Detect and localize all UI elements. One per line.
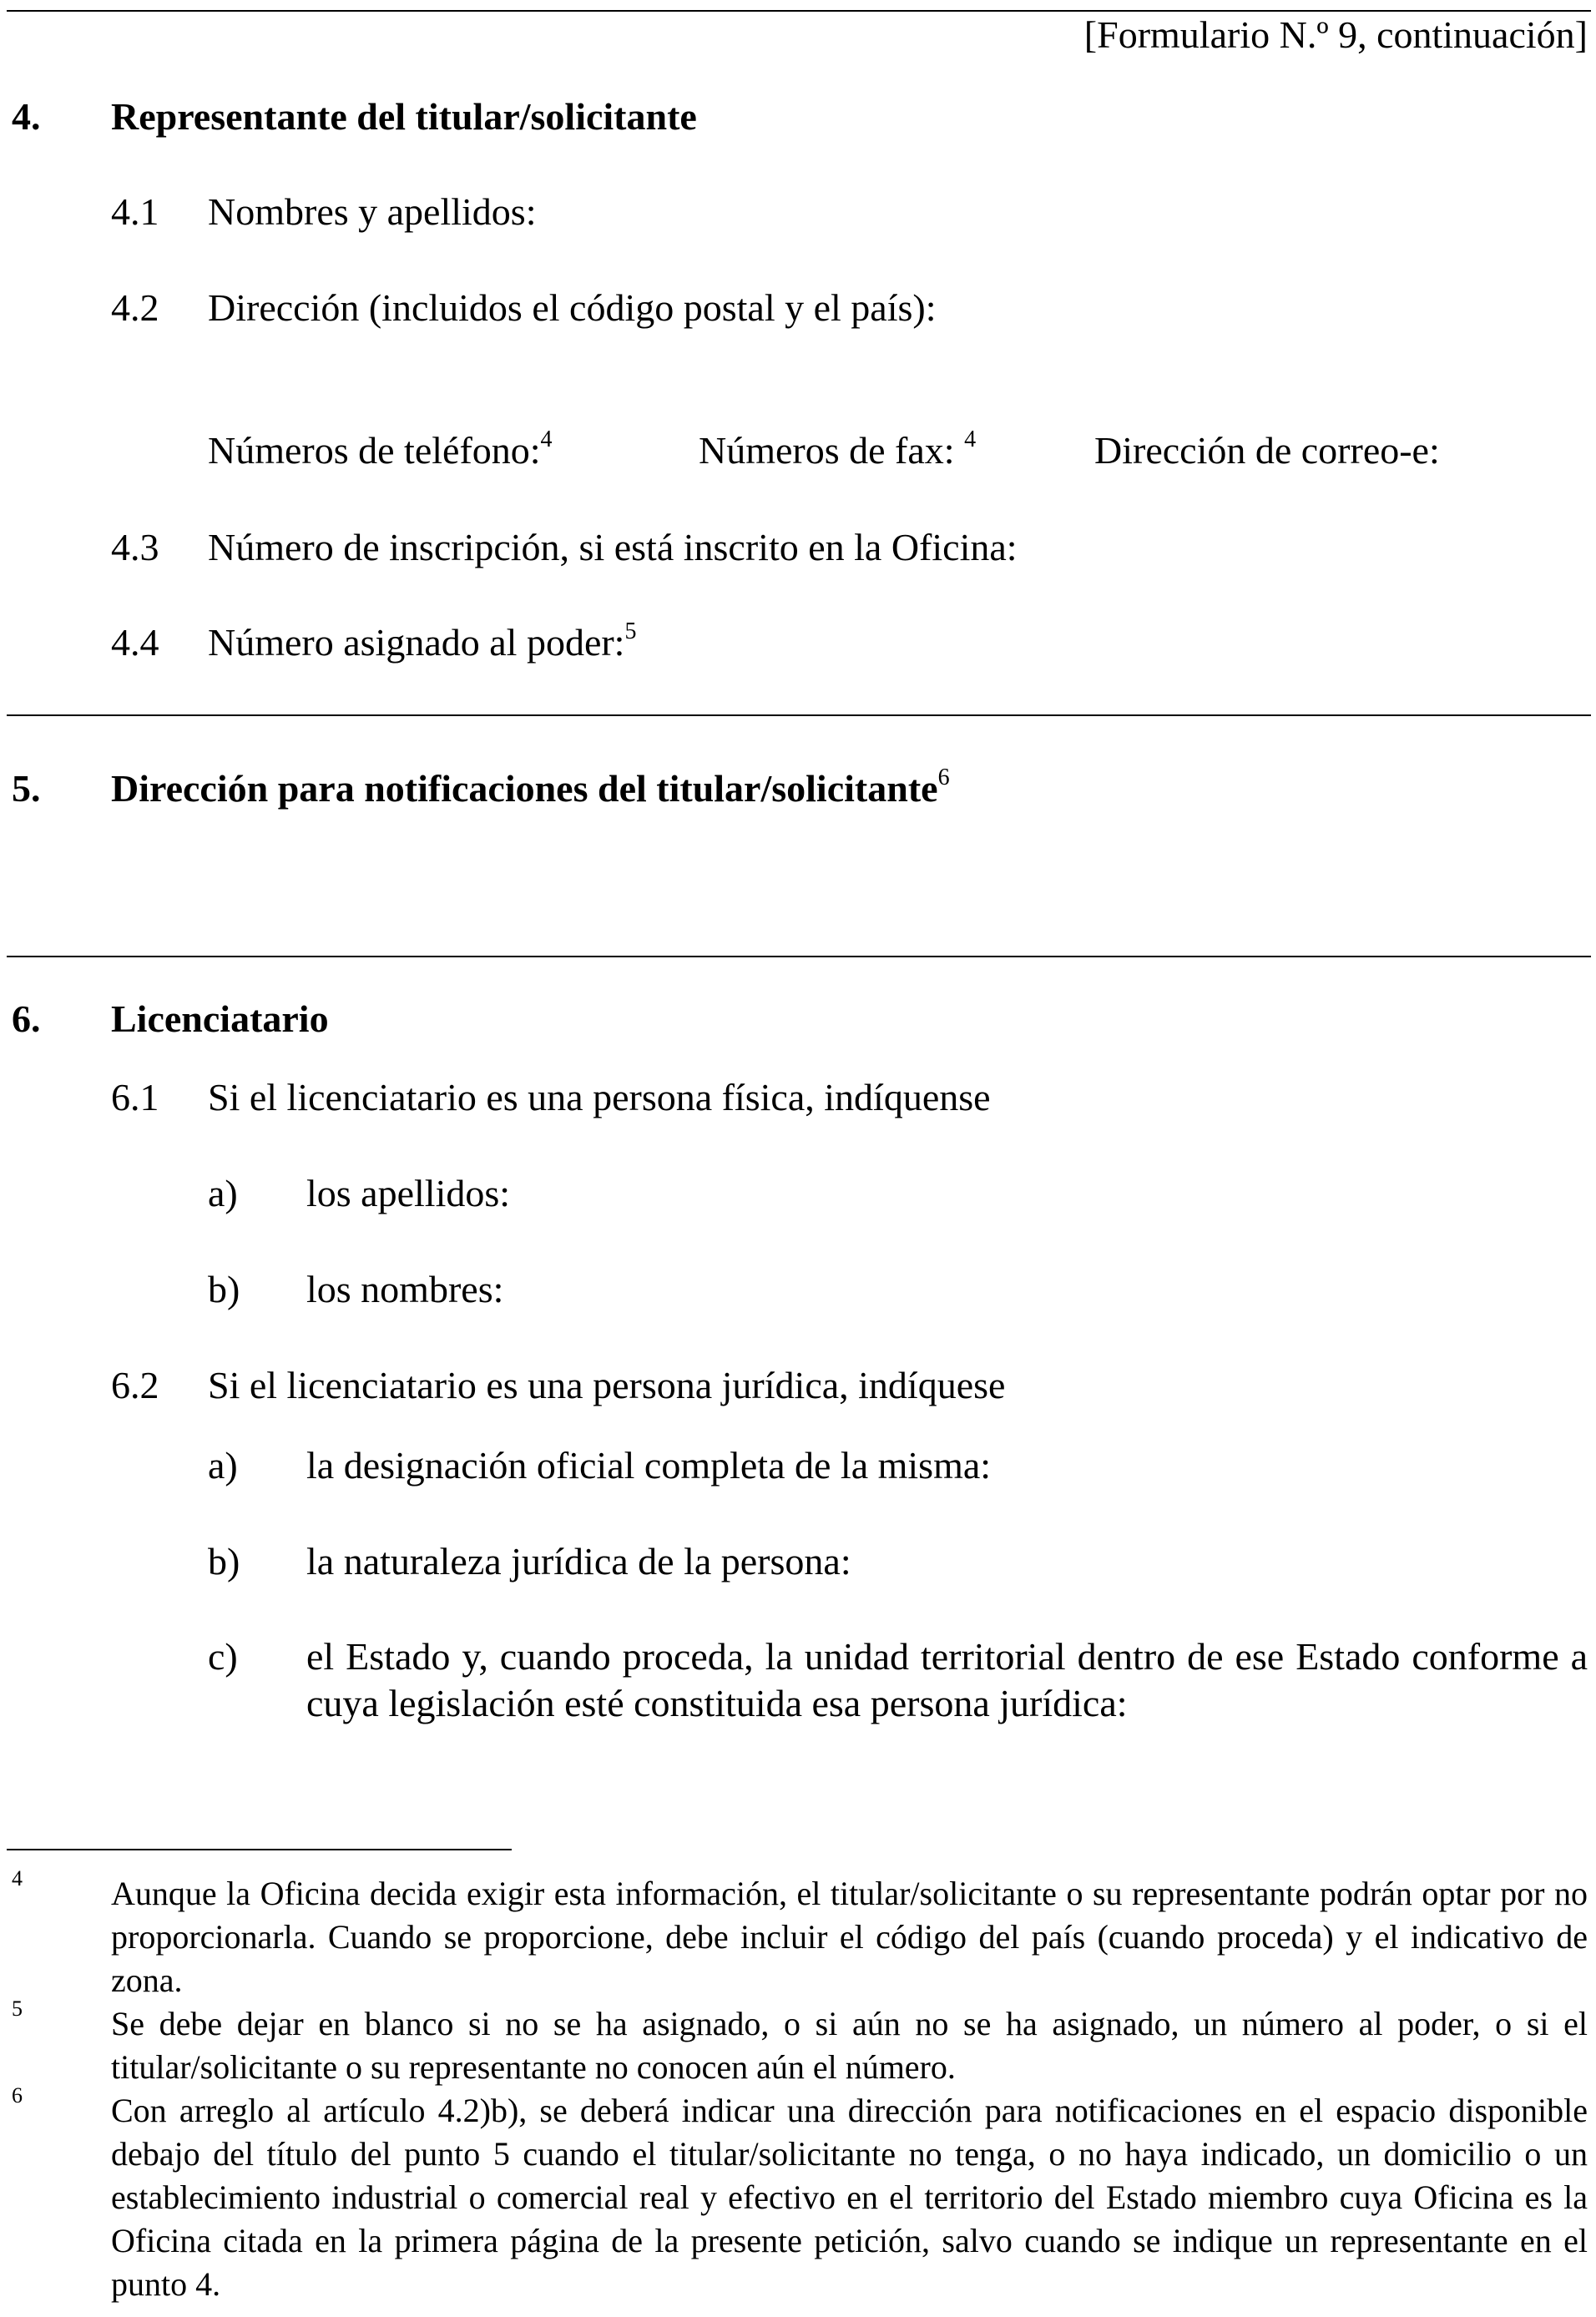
item-6-2-label: Si el licenciatario es una persona jurídica, indíquese bbox=[208, 1364, 1006, 1406]
subitem-label-nombres: los nombres: bbox=[306, 1268, 504, 1310]
section-6-title: Licenciatario bbox=[111, 997, 329, 1040]
item-4-1-label: Nombres y apellidos: bbox=[208, 190, 537, 233]
section-5-title: Dirección para notificaciones del titular/solicitante$^6$ bbox=[111, 764, 950, 810]
footnote-ref-6: 6 bbox=[937, 764, 950, 790]
footnote-number: 5 bbox=[12, 1996, 23, 2021]
subitem-letter: b) bbox=[208, 1540, 240, 1583]
item-4-3-number: 4.3 bbox=[111, 526, 159, 568]
email-label: Dirección de correo-e: bbox=[1094, 429, 1440, 472]
footnote-ref-4: 4 bbox=[540, 426, 553, 452]
subitem-label-apellidos: los apellidos: bbox=[306, 1172, 511, 1214]
subitem-letter: c) bbox=[208, 1635, 238, 1678]
item-6-1-number: 6.1 bbox=[111, 1076, 159, 1118]
item-6-2-number: 6.2 bbox=[111, 1364, 159, 1406]
footnote-separator bbox=[7, 1849, 512, 1850]
item-4-3-label: Número de inscripción, si está inscrito en la Oficina: bbox=[208, 526, 1018, 568]
footnote-number: 4 bbox=[12, 1866, 23, 1890]
subitem-letter: a) bbox=[208, 1444, 238, 1487]
footnote-number: 6 bbox=[12, 2083, 23, 2108]
form-continuation-label: [Formulario N.º 9, continuación] bbox=[1083, 13, 1588, 56]
section-4-number: 4. bbox=[12, 95, 41, 138]
footnote-ref-4: 4 bbox=[964, 426, 977, 452]
item-4-4-number: 4.4 bbox=[111, 621, 159, 664]
footnote-text-4: Aunque la Oficina decida exigir esta información, el titular/solicitante o su representante podrán optar por no proporcionarla. Cuando se proporcione, debe incluir el código del país (cuando proceda) y el indicativo de zona. bbox=[111, 1875, 1588, 1999]
footnote-ref-5: 5 bbox=[624, 618, 637, 644]
subitem-letter: b) bbox=[208, 1268, 240, 1310]
fax-label: Números de fax: $^4$ bbox=[699, 426, 977, 472]
section-4-title: Representante del titular/solicitante bbox=[111, 95, 697, 138]
subitem-label-estado: el Estado y, cuando proceda, la unidad territorial dentro de ese Estado conforme a cuya legislación esté constituida esa persona jurídica: bbox=[306, 1635, 1588, 1724]
section-6-number: 6. bbox=[12, 997, 41, 1040]
item-4-4-label: Número asignado al poder:$^5$ bbox=[208, 618, 637, 664]
footnote-text-6: Con arreglo al artículo 4.2)b), se deberá indicar una dirección para notificaciones en el espacio disponible debajo del título del punto 5 cuando el titular/solicitante no tenga, o no haya indicado, un domicilio o un establecimiento industrial o comercial real y efectivo en el territorio del Estado miembro cuya Oficina es la Oficina citada en la primera página de la presente petición, salvo cuando se indique un representante en el punto 4. bbox=[111, 2092, 1588, 2303]
item-4-2-number: 4.2 bbox=[111, 286, 159, 329]
section-divider bbox=[7, 956, 1591, 957]
section-5-number: 5. bbox=[12, 767, 41, 810]
subitem-label-naturaleza: la naturaleza jurídica de la persona: bbox=[306, 1540, 851, 1583]
subitem-letter: a) bbox=[208, 1172, 238, 1214]
footnote-text-5: Se debe dejar en blanco si no se ha asignado, o si aún no se ha asignado, un número al poder, o si el titular/solicitante o su representante no conocen aún el número. bbox=[111, 2005, 1588, 2086]
item-4-1-number: 4.1 bbox=[111, 190, 159, 233]
item-6-1-label: Si el licenciatario es una persona física, indíquense bbox=[208, 1076, 991, 1118]
subitem-label-designacion: la designación oficial completa de la misma: bbox=[306, 1444, 992, 1487]
section-divider bbox=[7, 714, 1591, 716]
phone-label: Números de teléfono:$^4$ bbox=[208, 426, 553, 472]
item-4-2-label: Dirección (incluidos el código postal y el país): bbox=[208, 286, 937, 329]
